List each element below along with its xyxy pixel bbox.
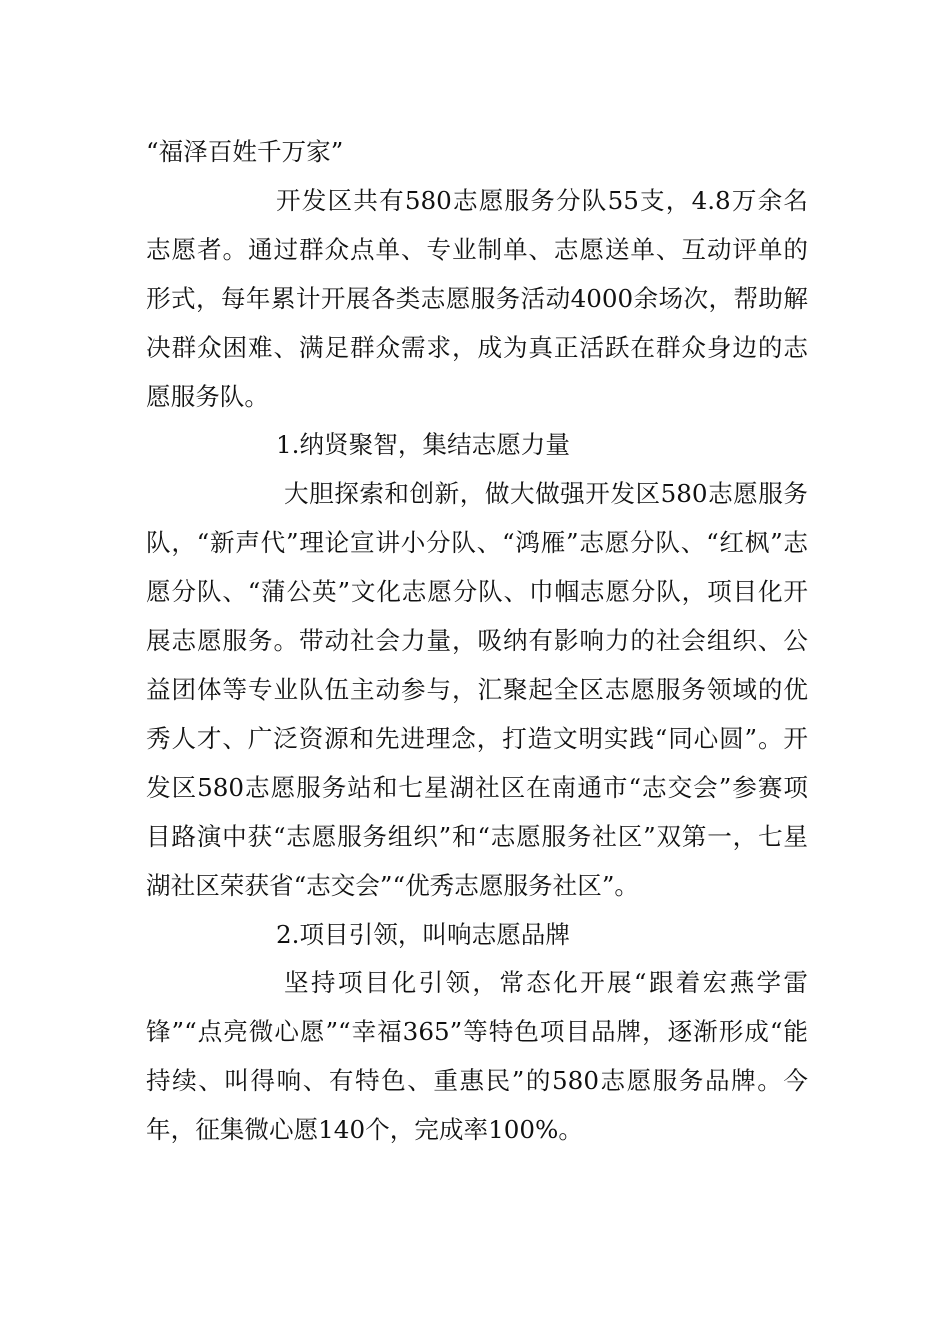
subheading-1: 1.纳贤聚智，集结志愿力量 [276, 430, 570, 460]
document-body [146, 128, 808, 1155]
subheading-2: 2.项目引领，叫响志愿品牌 [276, 919, 570, 949]
body-paragraph-1: 大胆探索和创新，做大做强开发区580志愿服务队，“新声代”理论宣讲小分队、“鸿雁”志愿分队、“红枫”志愿分队、“蒲公英”文化志愿分队、巾帼志愿分队，项目化开展志愿服务。带动社会力量，吸纳有影响力的社会组织、公益团体等专业队伍主动参与，汇聚起全区志愿服务领域的优秀人才、广泛资源和先进理念，打造文明实践“同心圆”。开发区580志愿服务站和七星湖社区在南通市“志交会”参赛项目路演中获“志愿服务组织”和“志愿服务社区”双第一，七星湖社区荣获省“志交会”“优秀志愿服务社区”。 [146, 479, 808, 900]
body-paragraph-overview: 开发区共有580志愿服务分队55支，4.8万余名志愿者。通过群众点单、专业制单、志愿送单、互动评单的形式，每年累计开展各类志愿服务活动4000余场次，帮助解决群众困难、满足群众需求，成为真正活跃在群众身边的志愿服务队。 [146, 185, 808, 411]
body-paragraph-2: 坚持项目化引领，常态化开展“跟着宏燕学雷锋”“点亮微心愿”“幸福365”等特色项目品牌，逐渐形成“能持续、叫得响、有特色、重惠民”的580志愿服务品牌。今年，征集微心愿140个，完成率100%。 [146, 968, 808, 1145]
section-title-line: “福泽百姓千万家” [146, 137, 344, 166]
